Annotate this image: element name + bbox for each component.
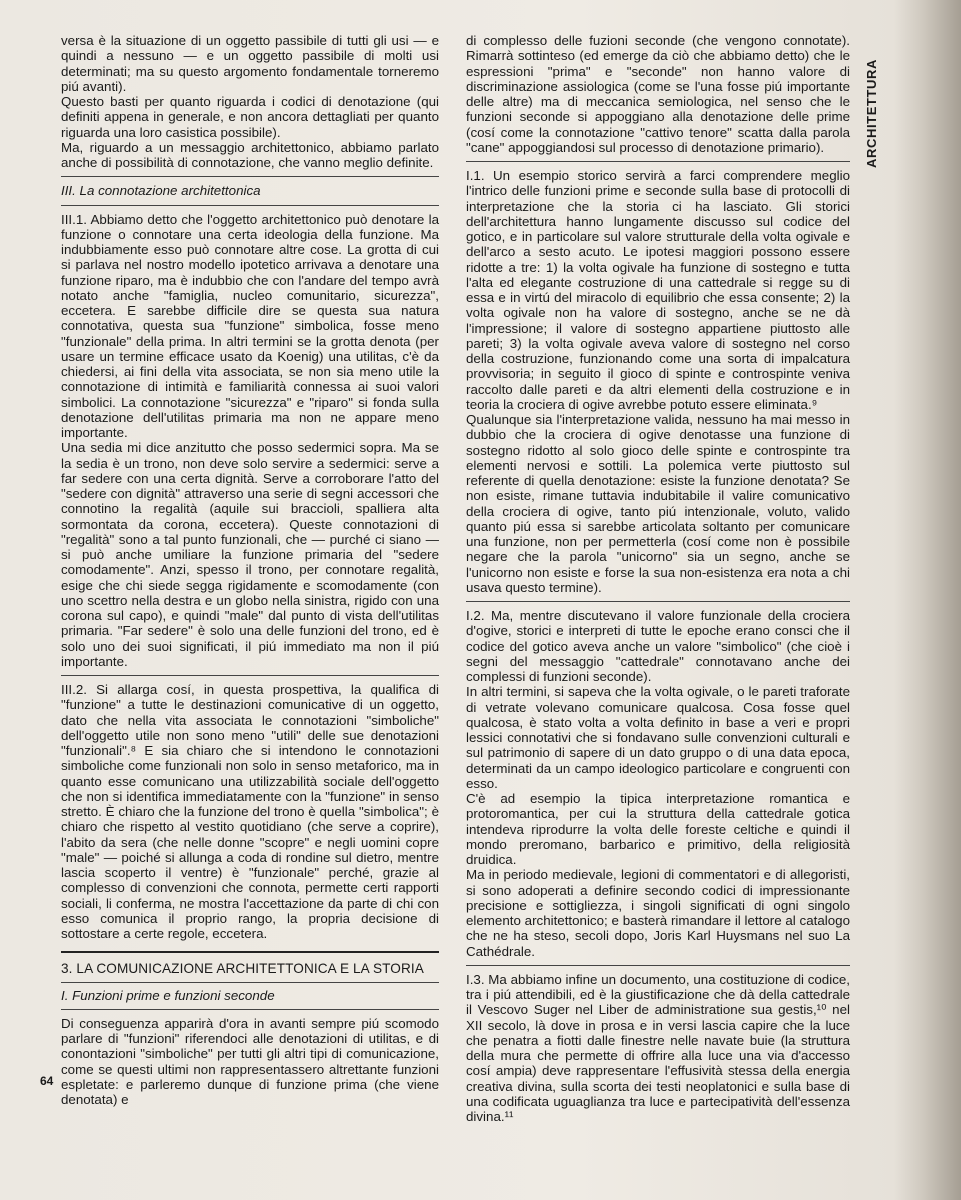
paragraph: versa è la situazione di un oggetto passibile di tutti gli usi — e quindi a nessuno — e un oggetto passibile di molti usi determinati; ma su questo argomento fondamentale torneremo piú avanti). [61,33,439,94]
left-column [61,33,439,1107]
divider [466,965,850,966]
paragraph: di complesso delle fuzioni seconde (che vengono connotate). Rimarrà sottinteso (ed emerge da ciò che abbiamo detto) che le espressioni "prima" e "seconde" non hanno valore di discriminazione assiologica (come se l'una fosse piú importante delle altre) ma di meccanica semiologica, nel senso che le funzioni seconde si appoggiano alla denotazione delle prime (cosí come la connotazione "cattivo tenore" scatta dalla parola "cane" appoggiandosi sul processo di denotazione primario). [466,33,850,155]
divider [61,675,439,676]
paragraph: Ma, riguardo a un messaggio architettonico, abbiamo parlato anche di possibilità di connotazione, che vanno meglio definite. [61,139,439,170]
divider [466,601,850,602]
sidebar-label [864,30,886,170]
paragraph: In altri termini, si sapeva che la volta ogivale, o le pareti traforate di vetrate volevano comunicare qualcosa. Cosa fosse quel qualcosa, è stato volta a volta definito in base a veri e propri lessici connotativi che si fondavano sulle convenzioni culturali e sul patrimonio di sapere di un dato gruppo o di una data epoca, determinati da un campo ideologico particolare e congruenti con esso. [466,684,850,791]
paragraph: Una sedia mi dice anzitutto che posso sedermici sopra. Ma se la sedia è un trono, non deve solo servire a sedermici: serve a far sedere con una certa dignità. Serve a corroborare l'atto del "sedere con dignità" attraverso una serie di segni accessori che connotino la regalità (aquile sui braccioli, spalliera alta sormontata da corona, eccetera). Queste connotazioni di "regalità" sono a tal punto funzionali, che — purché ci siano — si può anche umiliare la funzione primaria del "sedere comodamente". Anzi, spesso il trono, per connotare regalità, esige che chi siede segga rigidamente e scomodamente (con uno scettro nella destra e un globo nella sinistra, rigido con una corona sul capo), e quindi "male" dal punto di vista dell'utilitas primaria. "Far sedere" è solo una delle funzioni del trono, ed è solo uno dei suoi significati, il piú immediato ma non il piú importante. [61,440,439,669]
paragraph: Questo basti per quanto riguarda i codici di denotazione (qui definiti appena in generale, e non ancora dettagliati per quanto riguarda una loro casistica possibile). [61,94,439,140]
paragraph: Di conseguenza apparirà d'ora in avanti sempre piú scomodo parlare di "funzioni" riferendoci alle denotazioni di utilitas, e di conontazioni "simboliche" per tutti gli altri tipi di comunicazione, come se questi ultimi non rappresentassero altrettante funzioni espletate: e parleremo dunque di funzione prima (che viene denotata) e [61,1015,439,1107]
subsection-heading: III. La connotazione architettonica [61,183,261,199]
divider [61,205,439,206]
paragraph: III.1. Abbiamo detto che l'oggetto architettonico può denotare la funzione o connotare una certa ideologia della funzione. Ma indubbiamente esso può connotare altre cose. La grotta di cui si parlava nel nostro modello ipotetico arrivava a denotare una funzione riparo, ma è indubbio che con l'andare del tempo avrà notato anche "famiglia, nucleo comunitario, sicurezza", eccetera. E sarebbe difficile dire se questa sua natura connotativa, questa sua "funzione" simbolica, fosse meno "funzionale" della prima. In altri termini se la grotta denota (per usare un termine efficace usato da Koenig) una utilitas, c'è da chiedersi, ai fini della vita associata, se non sia meno utile la connotazione di intimità e familiarità connessa ai suoi valori simbolici. La connotazione "sicurezza" e "riparo" si fonda sulla denotazione dell'utilitas primaria ma non ne appare meno importante. [61,211,439,440]
paragraph: Qualunque sia l'interpretazione valida, nessuno ha mai messo in dubbio che la crociera di ogive denotasse una funzione di sostegno ridotto al solo gioco delle spinte e controspinte tra elementi nervosi e sottili. La polemica verte piuttosto sul referente di quella denotazione: esiste la funzione denotata? Se non esiste, rimane tuttavia indubitabile il valire comunicativo della crociera di ogive, tanto piú intenzionale, voluto, valido quanto piú essa si sarebbe articolata soltanto per comunicare una funzione, non per permetterla (cosí come non è possibile negare che la parola "unicorno" sia un segno, anche se l'unicorno non esiste e forse la sua non-esistenza era nota a chi usava questo termine). [466,412,850,595]
subsection-heading: I. Funzioni prime e funzioni seconde [61,987,275,1003]
paragraph: I.1. Un esempio storico servirà a farci comprendere meglio l'intrico delle funzioni prime e seconde sulla base di protocolli di interpretazione che la storia ci ha lasciato. Gli storici dell'architettura hanno lungamente discusso sul codice del gotico, e in particolare sul valore strutturale della volta ogivale e dell'arco a sesto acuto. Le ipotesi maggiori possono essere ridotte a tre: 1) la volta ogivale ha funzione di sostegno e tutta l'alta ed elegante costruzione di una cattedrale si regge su di essa e in virtú del miracolo di equilibrio che essa consente; 2) la volta ogivale non ha valore di sostegno, anche se ne dà l'impressione; il valore di sostegno appartiene piuttosto alle pareti; 3) la volta ogivale aveva valore di sostegno nel corso della costruzione, funzionando come una sorta di impalcatura provvisoria; in seguito il gioco di spinte e controspinte veniva raccolto dalle pareti e da altri elementi della costruzione e in teoria la crociera di ogive avrebbe potuto essere eliminata.⁹ [466,168,850,412]
section-heading: 3. LA COMUNICAZIONE ARCHITETTONICA E LA STORIA [61,951,439,982]
divider [61,1009,439,1010]
divider [466,161,850,162]
paragraph: Ma in periodo medievale, legioni di commentatori e di allegoristi, si sono adoperati a definire secondo codici di impressionante precisione e sottigliezza, i singoli significati di ogni singolo elemento architettonico; e basterà rimandare il lettore al catalogo che ne ha steso, secoli dopo, Joris Karl Huysmans nel suo La Cathédrale. [466,867,850,959]
page-number: 64 [40,1074,54,1088]
paragraph: I.2. Ma, mentre discutevano il valore funzionale della crociera d'ogive, storici e interpreti di tutte le epoche erano consci che il codice del gotico aveva anche un valore "simbolico" (che cioè i segni del messaggio "cattedrale" connotavano anche dei complessi di funzioni seconde). [466,608,850,684]
right-column [466,33,850,1124]
paragraph: III.2. Si allarga cosí, in questa prospettiva, la qualifica di "funzione" a tutte le destinazioni comunicative di un oggetto, dato che nella vita associata le connotazioni "simboliche" dell'oggetto utile non sono meno "utili" delle sue denotazioni "funzionali".⁸ E sia chiaro che si intendono le connotazioni simboliche come funzionali non solo in senso metaforico, ma in quanto esse comunicano una utilizzabilità sociale dell'oggetto che non si identifica immediatamente con la "funzione" in senso stretto. È chiaro che la funzione del trono è quella "simbolica"; è chiaro che rispetto al vestito quotidiano (che serve a coprire), l'abito da sera (che nelle donne "scopre" e negli uomini copre "male" — poiché si allunga a coda di rondine sul dietro, mentre lascia scoperto il ventre) è "funzionale" perché, grazie al complesso di convenzioni che connota, permette certi rapporti sociali, li conferma, ne mostra l'accettazione da parte di chi con esso comunica il proprio rango, la propria decisione di sottostare a certe regole, eccetera. [61,682,439,941]
paragraph: C'è ad esempio la tipica interpretazione romantica e protoromantica, per cui la struttura della cattedrale gotica intendeva riprodurre la volta delle foreste celtiche e quindi il mondo preromano, barbarico e primitivo, della religiosità druidica. [466,791,850,867]
divider [61,176,439,177]
sidebar-label-text: ARCHITETTURA [864,58,879,168]
paragraph: I.3. Ma abbiamo infine un documento, una costituzione di codice, tra i piú attendibili, ed è la giustificazione che dà della cattedrale il Vescovo Suger nel Liber de administratione sua gestis,¹⁰ nel XII secolo, là dove in prosa e in versi lascia capire che la luce che penatra a fiotti dalle finestre nelle navate buie (la struttura della mura che permette di offrire alla luce una via d'accesso cosí ampia) deve rappresentare l'effusività stessa della energia creativa divina, sulla scorta dei testi neoplatonici e sulla base di una codificata uguaglianza tra luce e partecipatività dell'essenza divina.¹¹ [466,971,850,1124]
